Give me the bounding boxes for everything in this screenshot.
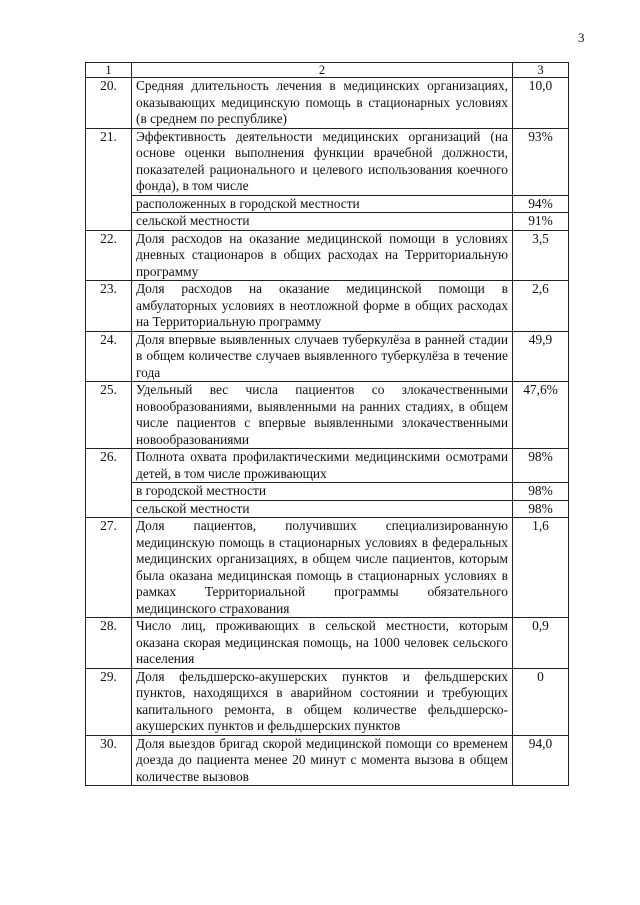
table-row — [86, 518, 569, 618]
indicator-value: 0,9 — [513, 618, 569, 669]
page-number: 3 — [578, 30, 585, 45]
row-number: 28. — [86, 618, 132, 669]
indicator-text: Доля расходов на оказание медицинской помощи в условиях дневных стационаров в общих расходах на Территориальную программу — [132, 230, 513, 281]
table-row — [86, 331, 569, 382]
indicator-value: 49,9 — [513, 331, 569, 382]
table-row — [86, 78, 569, 129]
indicator-value: 94% — [513, 195, 569, 213]
indicator-value: 2,6 — [513, 281, 569, 332]
header-cell: 2 — [132, 63, 513, 78]
indicator-text: Доля выездов бригад скорой медицинской помощи со временем доезда до пациента менее 20 минут с момента вызова в общем количестве вызовов — [132, 735, 513, 786]
indicator-text: Доля фельдшерско-акушерских пунктов и фельдшерских пунктов, находящихся в аварийном состоянии и требующих капитального ремонта, в общем количестве фельдшерско-акушерских пунктов и фельдшерских пунктов — [132, 668, 513, 735]
table-subrow — [86, 483, 569, 501]
indicator-text: Доля пациентов, получивших специализированную медицинскую помощь в стационарных условиях в федеральных медицинских организациях, в общем числе пациентов, которым была оказана медицинская помощь в стационарных условиях в рамках Территориальной программы обязательного медицинского страхования — [132, 518, 513, 618]
row-number: 26. — [86, 449, 132, 518]
row-number: 22. — [86, 230, 132, 281]
indicator-value: 98% — [513, 500, 569, 518]
indicator-text: Эффективность деятельности медицинских организаций (на основе оценки выполнения функции врачебной должности, показателей рационального и целевого использования коечного фонда), в том числе — [132, 128, 513, 195]
indicator-text: расположенных в городской местности — [132, 195, 513, 213]
table-row — [86, 281, 569, 332]
row-number: 27. — [86, 518, 132, 618]
row-number: 29. — [86, 668, 132, 735]
indicator-text: Средняя длительность лечения в медицинских организациях, оказывающих медицинскую помощь в стационарных условиях (в среднем по республике) — [132, 78, 513, 129]
indicator-value: 0 — [513, 668, 569, 735]
indicator-value: 91% — [513, 213, 569, 231]
indicator-value: 10,0 — [513, 78, 569, 129]
table-row — [86, 668, 569, 735]
indicator-text: Доля впервые выявленных случаев туберкулёза в ранней стадии в общем количестве случаев выявленного туберкулёза в течение года — [132, 331, 513, 382]
table-row — [86, 382, 569, 449]
indicator-value: 98% — [513, 449, 569, 483]
row-number: 30. — [86, 735, 132, 786]
table-header-row — [86, 63, 569, 78]
table-subrow — [86, 213, 569, 231]
row-number: 25. — [86, 382, 132, 449]
indicators-table — [85, 62, 569, 786]
indicator-text: Число лиц, проживающих в сельской местности, которым оказана скорая медицинская помощь, на 1000 человек сельского населения — [132, 618, 513, 669]
indicator-value: 1,6 — [513, 518, 569, 618]
indicator-value: 94,0 — [513, 735, 569, 786]
table-row — [86, 449, 569, 483]
table-subrow — [86, 195, 569, 213]
row-number: 21. — [86, 128, 132, 230]
table-row — [86, 230, 569, 281]
indicator-text: сельской местности — [132, 500, 513, 518]
indicator-text: Полнота охвата профилактическими медицинскими осмотрами детей, в том числе проживающих — [132, 449, 513, 483]
row-number: 20. — [86, 78, 132, 129]
header-cell: 1 — [86, 63, 132, 78]
table-row — [86, 128, 569, 195]
indicator-value: 3,5 — [513, 230, 569, 281]
table-row — [86, 618, 569, 669]
indicator-value: 47,6% — [513, 382, 569, 449]
indicator-text: сельской местности — [132, 213, 513, 231]
indicator-text: Удельный вес числа пациентов со злокачественными новообразованиями, выявленными на ранних стадиях, в общем числе пациентов с впервые выявленными злокачественными новообразованиями — [132, 382, 513, 449]
indicator-text: в городской местности — [132, 483, 513, 501]
indicator-text: Доля расходов на оказание медицинской помощи в амбулаторных условиях в неотложной форме в общих расходах на Территориальную программу — [132, 281, 513, 332]
row-number: 23. — [86, 281, 132, 332]
table-subrow — [86, 500, 569, 518]
indicator-value: 93% — [513, 128, 569, 195]
indicator-value: 98% — [513, 483, 569, 501]
header-cell: 3 — [513, 63, 569, 78]
row-number: 24. — [86, 331, 132, 382]
table-row — [86, 735, 569, 786]
